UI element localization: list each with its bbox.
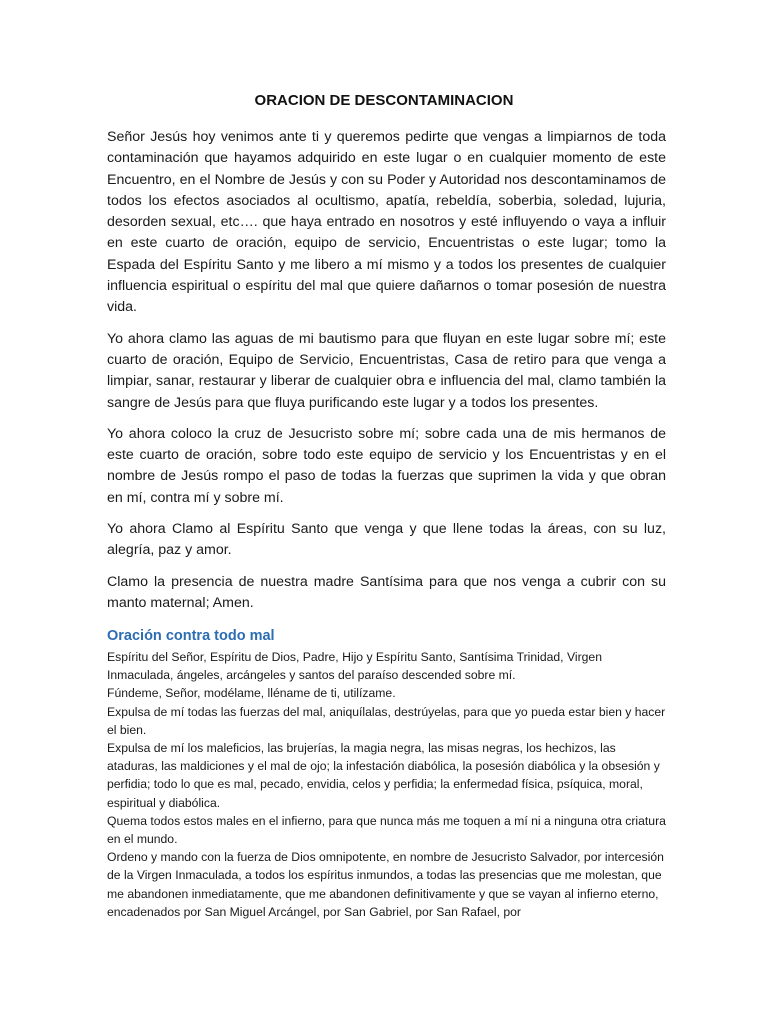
paragraph-1: Señor Jesús hoy venimos ante ti y queremos pedirte que vengas a limpiarnos de toda contaminación que hayamos adquirido en este lugar o en cualquier momento de este Encuentro, en el Nombre de Jesús y con su Poder y Autoridad nos descontaminamos de todos los efectos asociados al ocultismo, apatía, rebeldía, soberbia, soledad, lujuria, desorden sexual, etc…. que haya entrado en nosotros y esté influyendo o vaya a influir en este cuarto de oración, equipo de servicio, Encuentristas o este lugar; tomo la Espada del Espíritu Santo y me libero a mí mismo y a todos los presentes de cualquier influencia espiritual o espíritu del mal que quiere dañarnos o tomar posesión de nuestra vida. bbox=[107, 129, 666, 316]
paragraph-2: Yo ahora clamo las aguas de mi bautismo para que fluyan en este lugar sobre mí; este cuarto de oración, Equipo de Servicio, Encuentristas, Casa de retiro para que venga a limpiar, sanar, restaurar y liberar de cualquier obra e influencia del mal, clamo también la sangre de Jesús para que fluya purificando este lugar y a todos los presentes. bbox=[107, 330, 666, 411]
section-paragraph-6: Ordeno y mando con la fuerza de Dios omnipotente, en nombre de Jesucristo Salvador, por intercesión de la Virgen Inmaculada, a todos los espíritus inmundos, a todas las presencias que me molestan, que me abandonen inmediatamente, que me abandonen definitivamente y que se vayan al infierno eterno, encadenados por San Miguel Arcángel, por San Gabriel, por San Rafael, por bbox=[107, 850, 664, 919]
paragraph-3: Yo ahora coloco la cruz de Jesucristo sobre mí; sobre cada una de mis hermanos de este cuarto de oración, sobre todo este equipo de servicio y los Encuentristas y en el nombre de Jesús rompo el paso de todas la fuerzas que suprimen la vida y que obran en mí, contra mí y sobre mí. bbox=[107, 425, 666, 506]
section-paragraph-5: Quema todos estos males en el infierno, para que nunca más me toquen a mí ni a ninguna otra criatura en el mundo. bbox=[107, 813, 666, 847]
section-paragraph-1: Espíritu del Señor, Espíritu de Dios, Padre, Hijo y Espíritu Santo, Santísima Trinidad, Virgen Inmaculada, ángeles, arcángeles y santos del paraíso descended sobre mí. bbox=[107, 650, 602, 683]
document-title: ORACION DE DESCONTAMINACION bbox=[254, 92, 514, 109]
section-paragraph-2: Fúndeme, Señor, modélame, lléname de ti, utilízame. bbox=[107, 686, 396, 701]
section-title: Oración contra todo mal bbox=[107, 628, 275, 644]
paragraph-5: Clamo la presencia de nuestra madre Santísima para que nos venga a cubrir con su manto maternal; Amen. bbox=[107, 573, 666, 611]
prayer-body bbox=[107, 127, 666, 624]
section-paragraph-4: Expulsa de mí los maleficios, las brujerías, la magia negra, las misas negras, los hechizos, las ataduras, las maldiciones y el mal de ojo; la infestación diabólica, la posesión diabólica y la obsesión y perfidia; todo lo que es mal, pecado, envidia, celos y perfidia; la enfermedad física, psíquica, moral, espiritual y diabólica. bbox=[107, 741, 660, 810]
section-paragraph-3: Expulsa de mí todas las fuerzas del mal, aniquílalas, destrúyelas, para que yo pueda estar bien y hacer el bien. bbox=[107, 704, 666, 737]
section-body bbox=[107, 648, 667, 921]
paragraph-4: Yo ahora Clamo al Espíritu Santo que venga y que llene todas la áreas, con su luz, alegría, paz y amor. bbox=[107, 521, 666, 559]
